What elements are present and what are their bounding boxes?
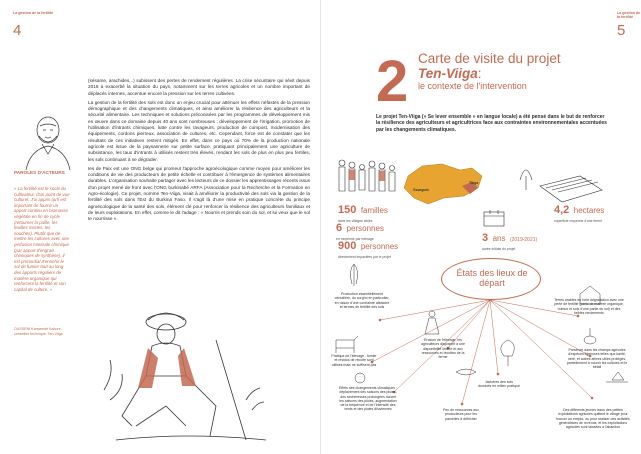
page-number-left: 4: [13, 22, 22, 39]
calendar-icon: [484, 210, 504, 226]
title-plain: Carte de visite du projet: [418, 51, 561, 66]
section-subtitle: le contexte de l'intervention: [418, 81, 527, 91]
state-node-1: Production essentiellement céréalière, du sorgho en particulier, en raison d'une contrainte aléatoire et termes de fertilité des sols: [334, 292, 390, 309]
quote-heading: PAROLES D'ACTEURS: [14, 170, 65, 175]
state-node-9: Des différents jeunes issus des petites exploitations agricoles quittent le village pour trouver un emploi, ou pour réaliser des activités génératrices de revenus, et les exploitations agricoles sont laissées à l'abandon: [556, 408, 630, 430]
sun-drought-icon: [355, 373, 365, 383]
stat-persons: 6 personnes en moyenne par ménage: [336, 222, 384, 241]
stat-families: 150 familles dans les villages ciblés: [338, 204, 388, 223]
soil-icon: [456, 369, 476, 375]
state-node-7: Terres arables en forte dégradation avec une perte de fertilité (perte de matière organique, humus et sols d'une partie du sol) et des faibles rendements: [554, 298, 624, 315]
state-node-8: Présence dans les champs agricoles d'espèces ligneuses telles que karité, néré, et autres arbres utiles protégés, partiellement à nourrir les cultures et le bétail: [566, 348, 628, 370]
state-node-3: Effets des changements climatiques : déplacement des saisons des pluies, des sécheresses prolongées durant les saisons des pluies, augmentation de la fréquence et de l'intensité des vents et des pluies diluviennes: [339, 386, 397, 412]
paragraph-1: (sésame, arachides,..) subissent des pertes de rendement régulières. La crise sécuritaire qui sévit depuis 2016 a exacerbé la situation du pays, notamment sur les terres agricoles et un nombre important de déplacés internes, accentue encore la pression sur les terres cultivées.: [88, 78, 310, 96]
quote-text: « La fertilité est le socle du cultivateur, d'un point de vue culturel. J'ai appris qu'il est important de fournir un apport continu en biomasse végétale en fin de cycle (retourner la paille, les feuilles mortes, les souches). Plutôt que de mettre les cultures avec une perfusion minérale chimique (par apport d'engrais chimiques de synthèse), il est primordial d'enrichir le sol de fumier tout au long des apports réguliers de matière organique qui renforcent la fertilité et son capital de culture. »: [14, 186, 70, 292]
masthead-left: La gestion de la fertilité: [13, 11, 54, 15]
state-node-5: Peu de ressources aux producteurs pour les parcelles à défricher: [443, 408, 479, 421]
title-colon: :: [477, 66, 482, 81]
section-intro: Le projet Ten-Viiga (« Se lever ensemble » en langue locale) a été pensé dans le but de renforcer la résilience des agriculteurs et agricultrices face aux contraintes environnementales accentuées par les changements climatiques.: [376, 114, 607, 133]
state-node-2: Pratique de l'élevage : fumier et résidus de récolte sont utilisés mais ne suffisent pas: [331, 354, 377, 367]
cattle-icon: [336, 336, 358, 353]
family-group-icon: [339, 160, 395, 191]
masthead-right: La gestion de la fertilité: [617, 11, 641, 19]
paragraph-3: Ies de Paix est une ONG belge qui promeut l'approche agroécologique comme moyen pour améliorer les conditions de vie des producteurs de petite échelle et contribuer à l'émergence de systèmes alimentaires durables. L'organisation souhaite partager avec les lecteurs de ce dossier les apprentissages récents issus d'un projet mené de front avec l'ONG burkinabé ARFA (Association pour la Recherche et la Formation en Agro-écologie). Ce projet, nommé Ten-Viiga, visait à améliorer la productivité des sols via la gestion de la fertilité des sols dans l'Est du Burkina Faso. Il s'agit là d'une mise en pratique concrète du principe agroécologique de la santé des sols, élément clé pour renforcer la résilience des agriculteurs familiaux et de leurs exploitations. En effet, comme le dit l'adage : « Nourris et prends soin du sol, et lui veux que le sol te nourrisse ».: [88, 165, 310, 222]
map-label-city: Tibga: [469, 181, 479, 185]
quote-signature: OUSSENI Kanwendé Kaboré, conseiller technique, Ten-Viiga: [14, 327, 63, 336]
state-node-6: Jachères des sols dominés en milieu pratiqué: [478, 380, 520, 389]
section-number: 2: [376, 49, 409, 114]
farm-plot-icon: [520, 170, 602, 202]
stat-people: 900 personnes directement impactées par le projet: [338, 240, 399, 259]
stat-years: 3 ans (2019-2021) durée initiale du projet: [482, 232, 538, 251]
state-title: États des lieux de départ: [456, 268, 528, 288]
sorghum-icon: [350, 264, 357, 286]
map-label-region: Gourguin: [413, 188, 429, 192]
state-node-4: Érosion de l'élevage, les agriculteurs disposent à une disponibilité limitée et aux ressources et récoltes de la ferme: [421, 338, 465, 360]
tree-icon: [501, 340, 514, 366]
paragraph-2: La gestion de la fertilité des sols est donc un enjeu crucial pour atténuer les effets néfastes de la pression démographique et des changements climatiques, et ainsi améliorer la résilience des agriculteurs et la sécurité alimentaire. Les techniques et solutions préconisées par les programmes de développement mis en œuvre dans ce domaine depuis 40 ans sont nombreuses : développement de l'irrigation, promotion de l'utilisation d'intrants chimiques, lutte contre les ravageurs, production de compost, modernisation des équipements, cordons pierreux, association de cultures, etc. Cependant, force est de constater que les résultats de ces initiatives restent mitigés. En effet, dans ce pays où 70% de la production nationale agricole est issue de la paysannerie sur petite surface, pratiquant principalement une agriculture de subsistance, les taux d'intrants à utilisés restent très élevés, rendant les sols de plus en plus peu fertiles, les sols continuant à se dégrader.: [88, 99, 310, 162]
stat-hectares: 4,2 hectares superficie moyenne d'une ferme: [554, 204, 605, 223]
page-number-right: 5: [617, 22, 626, 39]
title-project-name: Ten-Viiga: [418, 66, 478, 81]
